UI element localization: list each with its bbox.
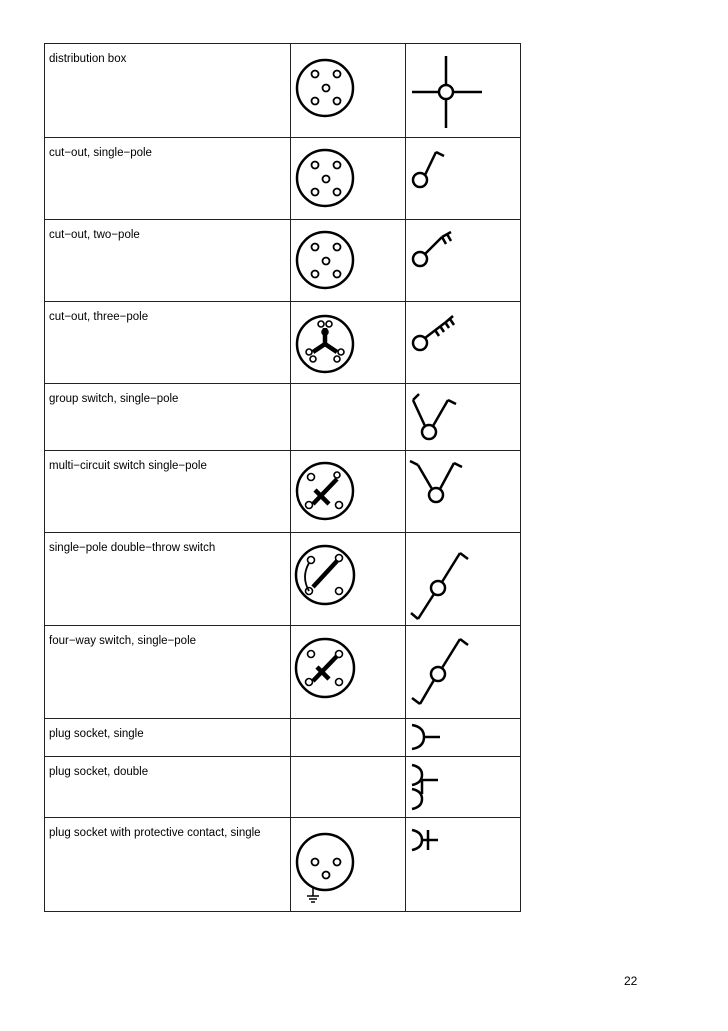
protective-socket-single-icon <box>406 818 520 911</box>
row-label-cell <box>45 818 291 912</box>
table-row <box>45 451 521 533</box>
symbol-cell-b <box>406 719 521 757</box>
multi-circuit-circle-icon <box>291 451 405 532</box>
row-label: plug socket, double <box>49 766 149 778</box>
row-label: cut−out, single−pole <box>49 147 152 159</box>
row-label: four−way switch, single−pole <box>49 635 197 647</box>
table-row <box>45 44 521 138</box>
symbol-cell-b <box>406 451 521 533</box>
symbol-cell-a <box>291 757 406 818</box>
symbol-cell-b <box>406 626 521 719</box>
distribution-box-circle-icon <box>291 44 405 137</box>
row-label-cell <box>45 138 291 220</box>
row-label: plug socket, single <box>49 728 144 740</box>
cutout-circle-icon <box>291 220 405 301</box>
row-label-cell <box>45 719 291 757</box>
symbol-cell-a <box>291 626 406 719</box>
symbol-cell-b <box>406 44 521 138</box>
row-label-cell <box>45 220 291 302</box>
plug-socket-double-icon <box>406 757 520 817</box>
table-row <box>45 757 521 818</box>
double-throw-switch-icon <box>406 533 520 625</box>
row-label-cell <box>45 44 291 138</box>
group-switch-icon <box>406 384 520 450</box>
symbol-cell-a <box>291 138 406 220</box>
cutout-three-pole-icon <box>406 302 520 383</box>
symbol-cell-b <box>406 384 521 451</box>
symbol-cell-a <box>291 533 406 626</box>
protective-socket-circle-icon <box>291 818 405 911</box>
row-label-cell <box>45 302 291 384</box>
symbol-table <box>44 43 521 912</box>
symbol-cell-b <box>406 533 521 626</box>
symbol-cell-a <box>291 44 406 138</box>
row-label: plug socket with protective contact, single <box>49 827 261 839</box>
table-row <box>45 302 521 384</box>
multi-circuit-switch-icon <box>406 451 520 532</box>
row-label: cut−out, two−pole <box>49 229 140 241</box>
cutout-circle-icon <box>291 138 405 219</box>
row-label-cell <box>45 451 291 533</box>
symbol-cell-a <box>291 719 406 757</box>
symbol-cell-a <box>291 302 406 384</box>
symbol-cell-b <box>406 138 521 220</box>
table-row <box>45 220 521 302</box>
table-row <box>45 384 521 451</box>
cutout-three-pole-circle-icon <box>291 302 405 383</box>
distribution-box-cross-icon <box>406 44 520 137</box>
row-label-cell <box>45 384 291 451</box>
page-number: 22 <box>624 974 638 988</box>
symbol-cell-a <box>291 384 406 451</box>
table-row <box>45 818 521 912</box>
symbol-cell-b <box>406 302 521 384</box>
four-way-switch-icon <box>406 626 520 718</box>
table-row <box>45 626 521 719</box>
row-label: multi−circuit switch single−pole <box>49 460 207 472</box>
symbol-cell-a <box>291 451 406 533</box>
row-label: distribution box <box>49 53 127 65</box>
cutout-single-pole-icon <box>406 138 520 219</box>
row-label: group switch, single−pole <box>49 393 179 405</box>
row-label-cell <box>45 533 291 626</box>
symbol-cell-a <box>291 220 406 302</box>
double-throw-circle-icon <box>291 533 405 625</box>
symbol-cell-b <box>406 220 521 302</box>
row-label-cell <box>45 626 291 719</box>
row-label: cut−out, three−pole <box>49 311 149 323</box>
table-row <box>45 533 521 626</box>
row-label-cell <box>45 757 291 818</box>
row-label: single−pole double−throw switch <box>49 542 216 554</box>
symbol-cell-b <box>406 818 521 912</box>
four-way-circle-icon <box>291 626 405 718</box>
table-row <box>45 138 521 220</box>
plug-socket-single-icon <box>406 719 520 756</box>
table-row <box>45 719 521 757</box>
symbol-cell-a <box>291 818 406 912</box>
cutout-two-pole-icon <box>406 220 520 301</box>
symbol-cell-b <box>406 757 521 818</box>
